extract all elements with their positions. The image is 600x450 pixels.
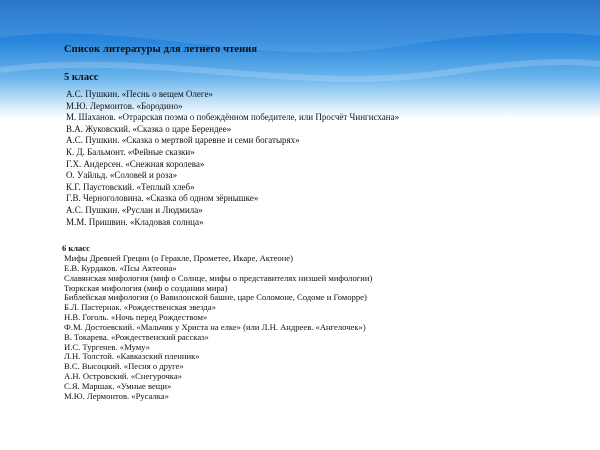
list-item: К. Д. Бальмонт. «Фейные сказки» [66,146,195,157]
list-item: С.Я. Маршак. «Умные вещи» [64,380,172,391]
list-item: Е.В. Курдаков. «Псы Актеона» [64,262,177,273]
list-item: А.С. Пушкин. «Руслан и Людмила» [66,204,203,215]
list-item: М. Шаханов. «Отрарская поэма о побеждённом победителе, или Просчёт Чингисхана» [66,112,400,123]
list-item: М.Ю. Лермонтов. «Русалка» [64,390,169,401]
list-item: К.Г. Паустовский. «Теплый хлеб» [66,181,195,192]
grade-6-reading-list [64,254,372,402]
list-item: Тюркская мифология (миф о создании мира) [64,282,228,293]
list-item: Л.Н. Толстой. «Кавказский пленник» [64,351,200,362]
list-item: В. Токарева. «Рождественский рассказ» [64,331,209,342]
grade-6-heading: 6 класс [62,243,90,253]
list-item: А.Н. Островский. «Снегурочка» [64,371,182,382]
list-item: Г.В. Черноголовина. «Сказка об одном зёрнышке» [66,193,259,204]
list-item: М.Ю. Лермонтов. «Бородино» [66,100,183,111]
list-item: Ф.М. Достоевский. «Мальчик у Христа на елке» (или Л.Н. Андреев. «Ангелочек») [64,321,366,332]
grade-5-heading: 5 класс [64,72,99,83]
list-item: И.С. Тургенев. «Муму» [64,341,150,352]
list-item: Б.Л. Пастернак. «Рождественская звезда» [64,302,216,313]
list-item: Г.Х. Андерсен. «Снежная королева» [66,158,205,169]
list-item: В.А. Жуковский. «Сказка о царе Берендее» [66,123,232,134]
list-item: В.С. Высоцкий. «Песня о друге» [64,361,184,372]
list-item: Мифы Древней Греции (о Геракле, Прометее, Икаре, Актеоне) [64,253,293,263]
list-item: Библейская мифология (о Вавилонской башне, царе Соломоне, Содоме и Гоморре) [64,292,367,303]
list-item: Славянская мифология (миф о Солнце, мифы о представителях низшей мифологии) [64,272,373,283]
document-title: Список литературы для летнего чтения [64,44,258,55]
list-item: О. Уайльд. «Соловей и роза» [66,170,178,181]
list-item: Н.В. Гоголь. «Ночь перед Рождеством» [64,312,208,323]
list-item: А.С. Пушкин. «Песнь о вещем Олеге» [66,89,213,99]
grade-5-reading-list [66,89,399,228]
list-item: М.М. Пришвин. «Кладовая солнца» [66,216,204,227]
list-item: А.С. Пушкин. «Сказка о мертвой царевне и семи богатырях» [66,135,300,146]
